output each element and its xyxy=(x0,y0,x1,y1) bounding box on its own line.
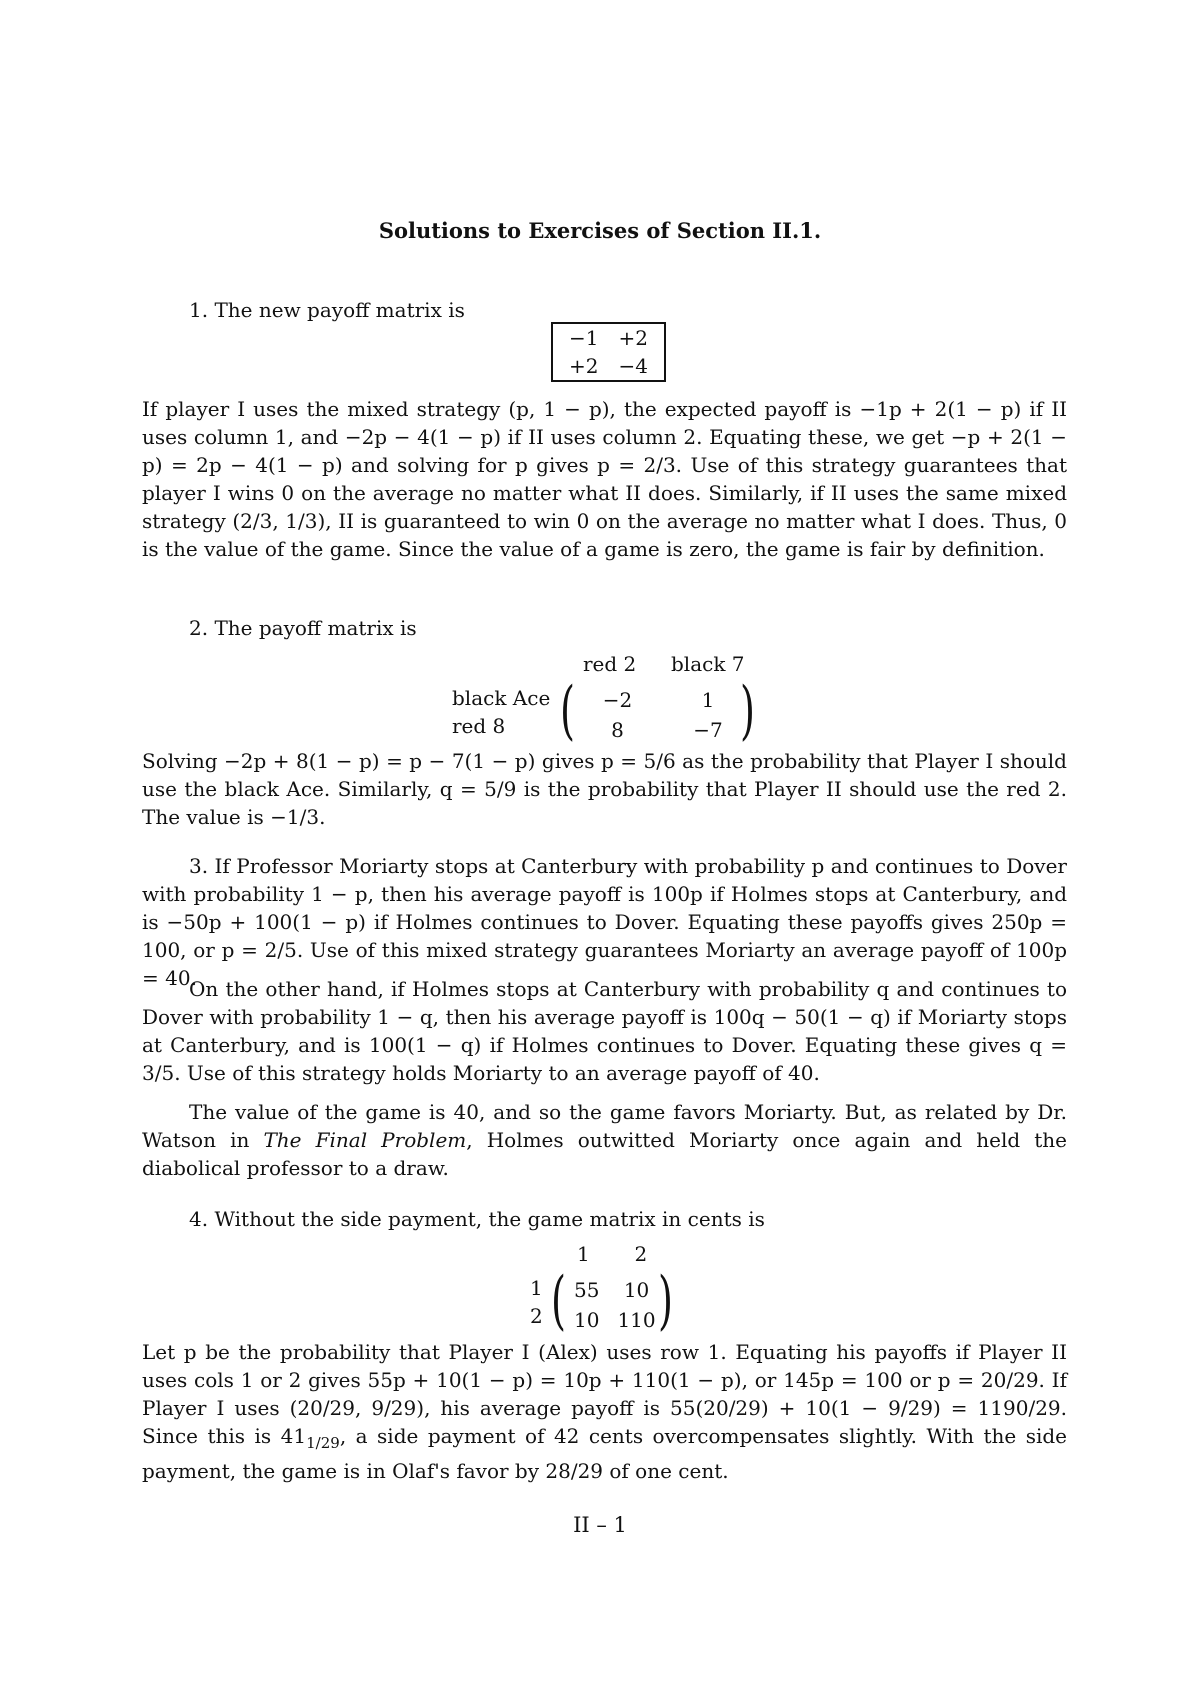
ex2-col-labels xyxy=(583,650,745,678)
ex1-intro: 1. The new payoff matrix is xyxy=(189,298,465,322)
ex1-body: If player I uses the mixed strategy (p, 1 − p), the expected payoff is −1p + 2(1 − p) if II uses column 1, and −2p − 4(1 − p) if II uses column 2. Equating these, we get −p + 2(1 − p) = 2p − 4(1 − p) and solving for p gives p = 2/3. Use of this strategy guarantees that player I wins 0 on the average no matter what II does. Similarly, if II uses the same mixed strategy (2/3, 1/3), II is guaranteed to win 0 on the average no matter what I does. Thus, 0 is the value of the game. Since the value of a game is zero, the game is fair by definition. xyxy=(142,397,1067,561)
page-title: Solutions to Exercises of Section II.1. xyxy=(378,218,822,243)
left-paren: ( xyxy=(550,1264,566,1338)
matrix-cell: −2 xyxy=(602,688,633,712)
ex4-col-labels xyxy=(577,1240,647,1268)
ex3-para3 xyxy=(142,1098,1067,1182)
col-label: red 2 xyxy=(583,652,637,676)
ex4-body-end: , a side payment of 42 cents overcompensates slightly. With the side payment, the game is in Olaf's favor by 28/29 of one cent. xyxy=(142,1424,1067,1483)
matrix-cell: −4 xyxy=(618,354,648,378)
ex3-para3-end: , Holmes outwitted Moriarty once again and held the diabolical professor to a draw. xyxy=(142,1128,1067,1180)
matrix-cell: 110 xyxy=(617,1308,656,1332)
row-label: 2 xyxy=(530,1304,543,1328)
matrix-cell: +2 xyxy=(569,354,599,378)
matrix-cell: 8 xyxy=(611,718,624,742)
ex4-row-labels xyxy=(530,1274,543,1330)
col-label: 2 xyxy=(634,1242,648,1266)
ex4-intro: 4. Without the side payment, the game matrix in cents is xyxy=(189,1207,765,1231)
left-paren: ( xyxy=(559,674,575,748)
matrix-cell: 10 xyxy=(623,1278,650,1302)
col-label: black 7 xyxy=(671,652,745,676)
row-label: 1 xyxy=(530,1276,543,1300)
ex3-para2: On the other hand, if Holmes stops at Canterbury with probability q and continues to Dover with probability 1 − q, then his average payoff is 100q − 50(1 − q) if Moriarty stops at Canterbury, and is 100(1 − q) if Holmes continues to Dover. Equating these gives q = 3/5. Use of this strategy holds Moriarty to an average payoff of 40. xyxy=(142,977,1067,1085)
page-number: II – 1 xyxy=(573,1513,627,1537)
ex2-payoff-matrix xyxy=(580,684,763,746)
row-label: black Ace xyxy=(452,686,551,710)
ex4-body xyxy=(142,1338,1067,1485)
matrix-cell: +2 xyxy=(618,326,648,350)
ex3-para3-start: The value of the game is 40, and so the game favors Moriarty. But, as related by Dr. Watson in xyxy=(142,1100,1067,1152)
matrix-cell: 55 xyxy=(574,1278,600,1302)
ex2-intro: 2. The payoff matrix is xyxy=(189,616,417,640)
right-paren: ) xyxy=(657,1264,673,1338)
col-label: 1 xyxy=(577,1242,590,1266)
matrix-cell: −7 xyxy=(693,718,723,742)
row-label: red 8 xyxy=(452,714,506,738)
ex4-body-start: Let p be the probability that Player I (Alex) uses row 1. Equating his payoffs if Player II uses cols 1 or 2 gives 55p + 10(1 − p) = 10p + 110(1 − p), or 145p = 100 or p = 20/29. If Player I uses (20/29, 9/29), his average payoff is 55(20/29) + 10(1 − 9/29) = 1190/29. Since this is 41 xyxy=(142,1340,1067,1448)
right-paren: ) xyxy=(739,674,755,748)
matrix-cell: 1 xyxy=(701,688,715,712)
ex1-payoff-matrix xyxy=(551,322,666,382)
fraction: 1/29 xyxy=(306,1434,340,1452)
matrix-cell: 10 xyxy=(574,1308,600,1332)
story-title: The Final Problem xyxy=(263,1128,467,1152)
ex2-row-labels xyxy=(452,684,550,740)
ex2-body: Solving −2p + 8(1 − p) = p − 7(1 − p) gives p = 5/6 as the probability that Player I should use the black Ace. Similarly, q = 5/9 is the probability that Player II should use the red 2. The value is −1/3. xyxy=(142,749,1067,829)
matrix-cell: −1 xyxy=(569,326,599,350)
ex4-game-matrix xyxy=(564,1274,666,1336)
ex3-para1: 3. If Professor Moriarty stops at Canterbury with probability p and continues to Dover with probability 1 − p, then his average payoff is 100p if Holmes stops at Canterbury, and is −50p + 100(1 − p) if Holmes continues to Dover. Equating these payoffs gives 250p = 100, or p = 2/5. Use of this mixed strategy guarantees Moriarty an average payoff of 100p = 40. xyxy=(142,854,1067,990)
